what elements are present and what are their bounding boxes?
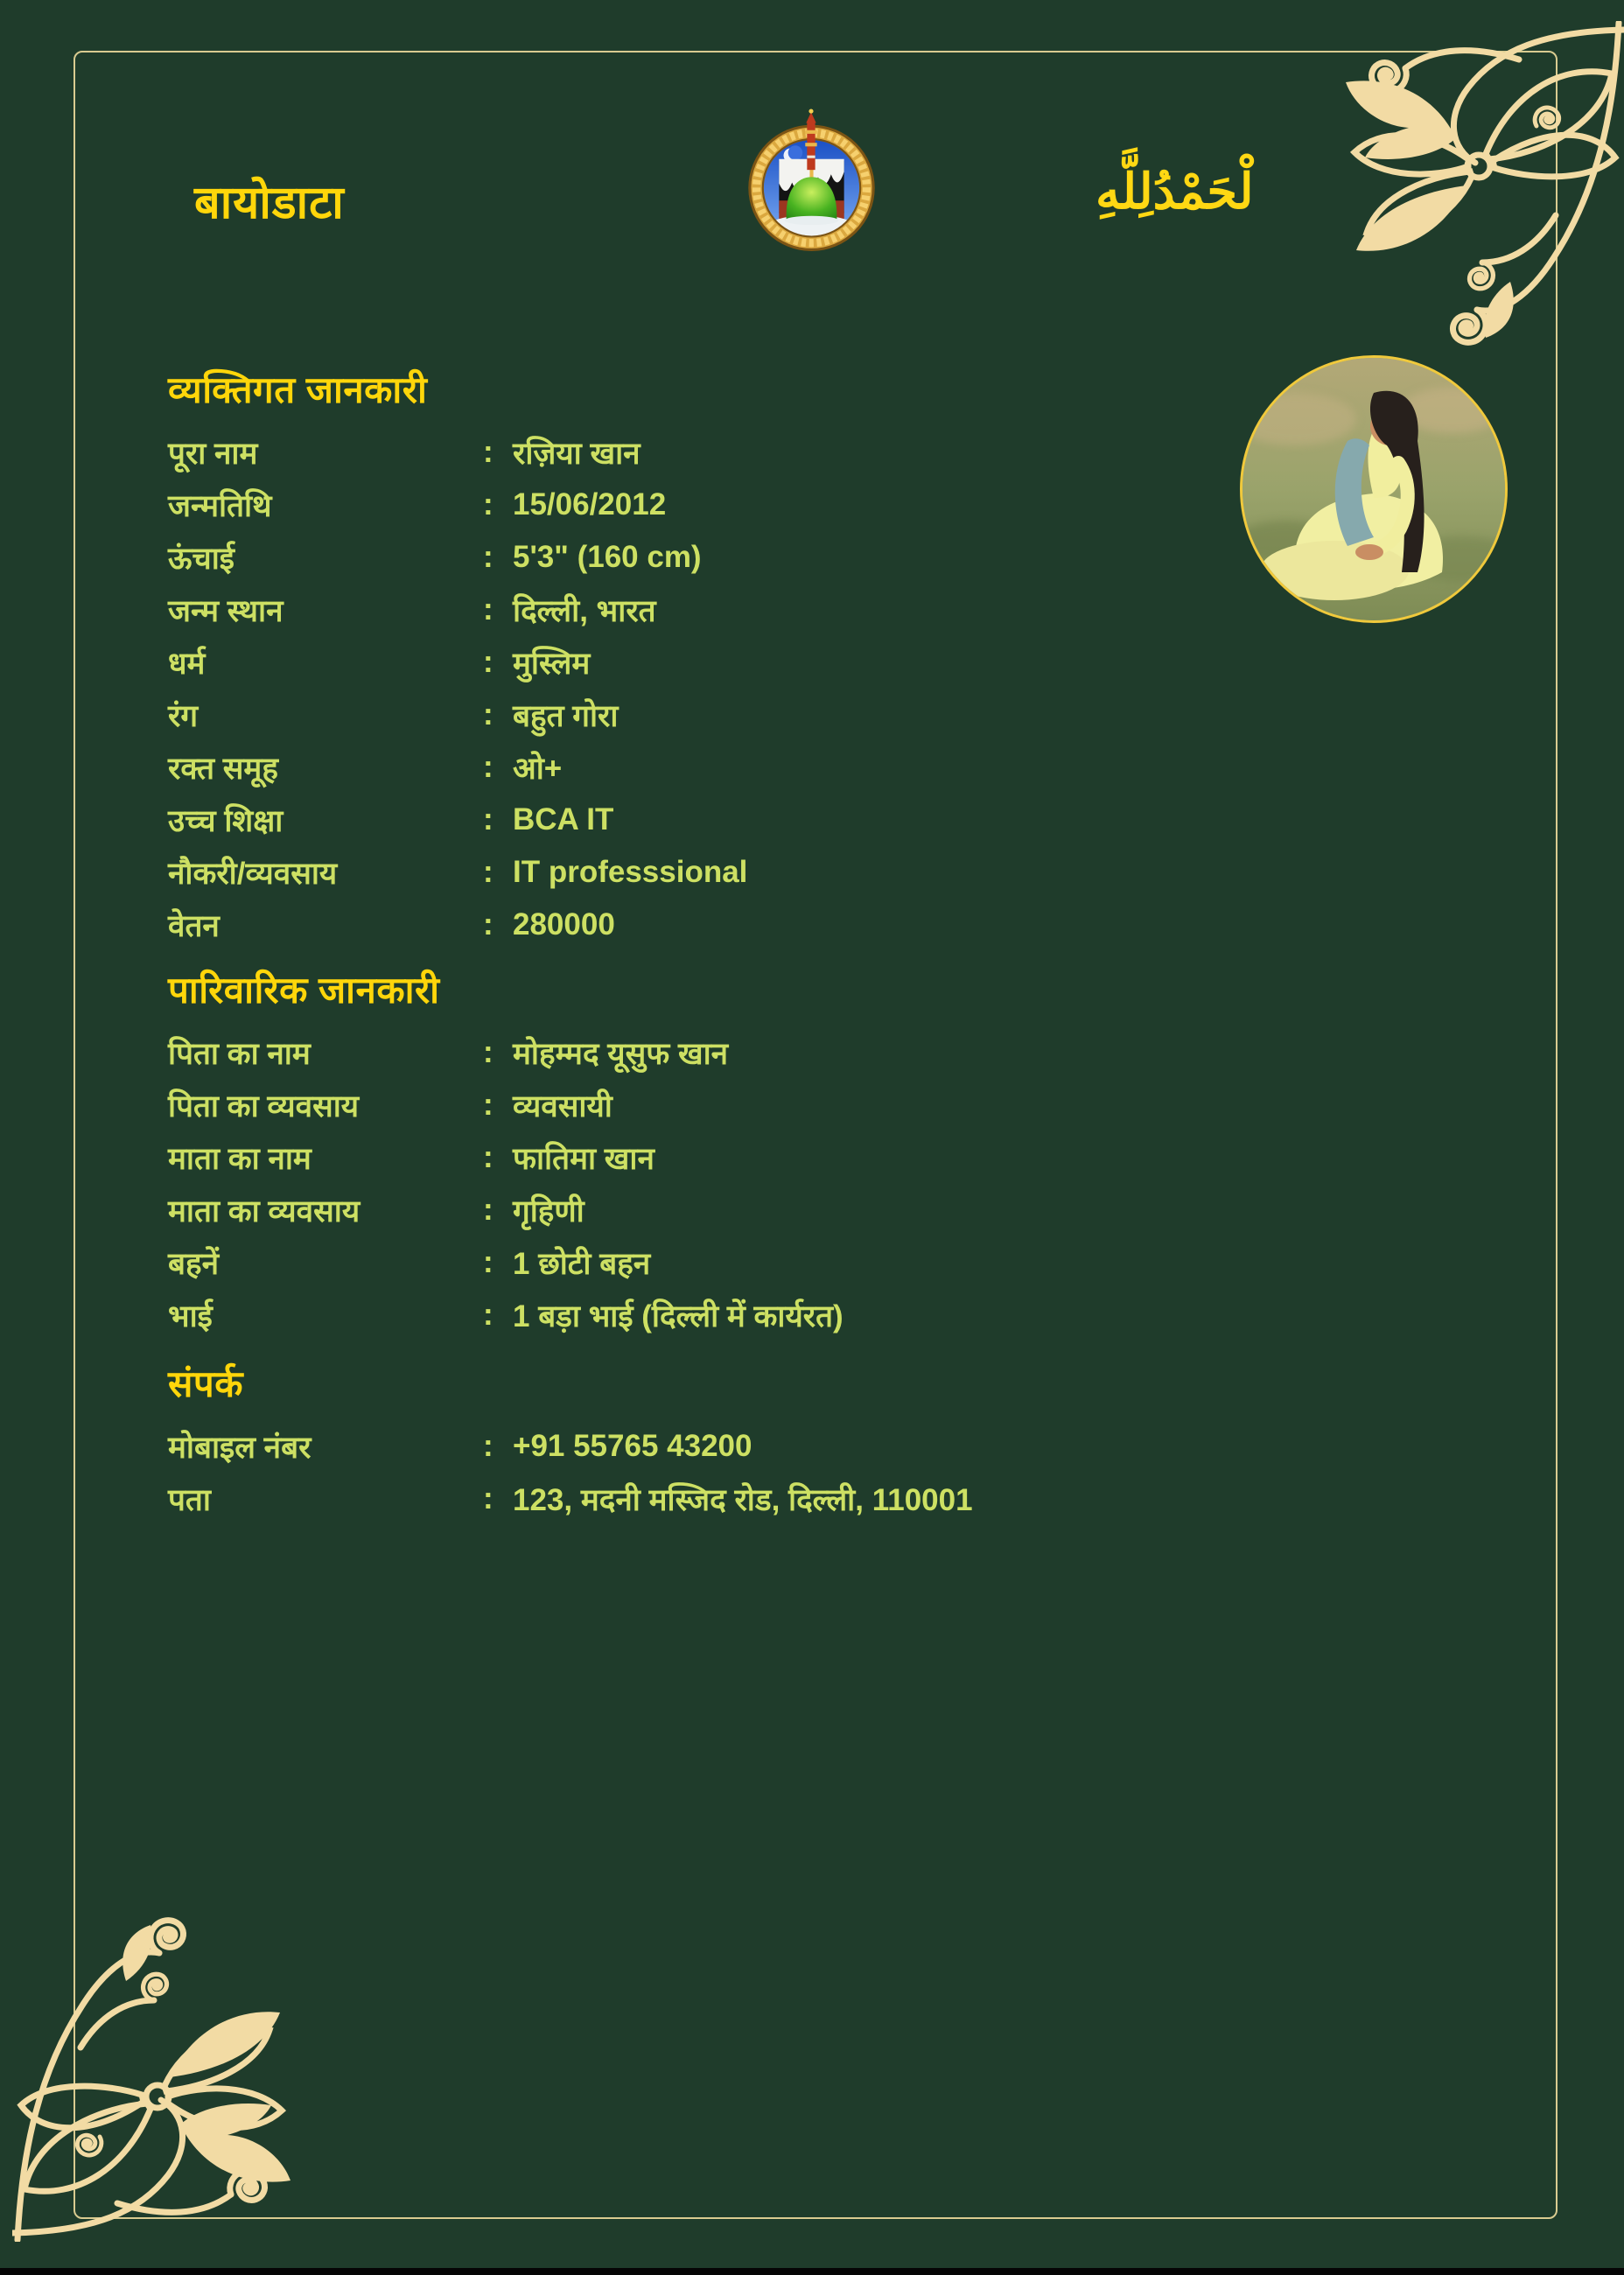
colon-separator: : (483, 1429, 494, 1463)
row-label: रक्त समूह (168, 751, 278, 786)
row-label: वेतन (168, 908, 220, 943)
colon-separator: : (483, 855, 494, 889)
row-label: पिता का व्यवसाय (168, 1088, 360, 1124)
section-heading-personal: व्यक्तिगत जानकारी (168, 369, 428, 410)
row-label: धर्म (168, 646, 206, 681)
colon-separator: : (483, 1481, 494, 1516)
row-date-of-birth (168, 479, 747, 531)
row-label: पूरा नाम (168, 436, 258, 471)
row-value: मोहम्मद यूसुफ खान (513, 1036, 729, 1071)
row-father-name (168, 1026, 844, 1079)
row-mobile-number (168, 1420, 973, 1473)
row-label: बहनें (168, 1246, 219, 1281)
row-label: पता (168, 1482, 211, 1517)
row-label: रंग (168, 698, 199, 733)
section-family-info (168, 964, 844, 1341)
profile-photo-illustration (1242, 358, 1505, 620)
colon-separator: : (483, 1245, 494, 1279)
colon-separator: : (483, 1088, 494, 1122)
colon-separator: : (483, 1298, 494, 1332)
row-brothers (168, 1289, 844, 1341)
colon-separator: : (483, 907, 494, 942)
row-value: 1 छोटी बहन (513, 1246, 651, 1281)
row-label: माता का व्यवसाय (168, 1194, 360, 1228)
row-religion (168, 636, 747, 689)
row-complexion (168, 689, 747, 741)
row-value: रज़िया खान (513, 436, 640, 471)
row-value: 1 बड़ा भाई (दिल्ली में कार्यरत) (513, 1298, 844, 1334)
row-address (168, 1473, 973, 1525)
arabic-calligraphy: لْحَمْدُلِلَّهِ (1096, 164, 1254, 219)
row-blood-group (168, 741, 747, 794)
mosque-emblem-icon (748, 108, 875, 251)
row-label: ऊंचाई (168, 541, 234, 576)
colon-separator: : (483, 1193, 494, 1227)
page-title: बायोडाटा (194, 178, 345, 228)
row-value: 280000 (513, 907, 615, 942)
row-value: 15/06/2012 (513, 487, 667, 522)
row-higher-education (168, 794, 747, 846)
row-label: माता का नाम (168, 1141, 312, 1176)
floral-corner-ornament-bottom-left-icon (12, 1909, 388, 2242)
row-value: 123, मदनी मस्जिद रोड, दिल्ली, 110001 (513, 1482, 973, 1517)
row-birth-place (168, 584, 747, 636)
row-label: जन्म स्थान (168, 593, 284, 628)
row-label: नौकरी/व्यवसाय (168, 856, 338, 891)
colon-separator: : (483, 540, 494, 574)
row-value: BCA IT (513, 802, 614, 836)
row-value: फातिमा खान (513, 1141, 654, 1176)
row-height (168, 531, 747, 584)
row-value: IT professsional (513, 855, 748, 889)
section-heading-family: पारिवारिक जानकारी (168, 970, 440, 1011)
colon-separator: : (483, 592, 494, 626)
floral-corner-ornament-top-right-icon (1248, 21, 1624, 354)
colon-separator: : (483, 750, 494, 784)
colon-separator: : (483, 802, 494, 836)
section-contact (168, 1358, 973, 1525)
row-value: +91 55765 43200 (513, 1429, 752, 1463)
row-value: मुस्लिम (513, 646, 591, 681)
row-mother-occupation (168, 1184, 844, 1236)
bottom-edge-strip (0, 2268, 1624, 2275)
colon-separator: : (483, 435, 494, 469)
section-heading-contact: संपर्क (168, 1363, 244, 1404)
row-value: 5'3" (160 cm) (513, 540, 702, 574)
row-father-occupation (168, 1079, 844, 1131)
row-mother-name (168, 1131, 844, 1184)
colon-separator: : (483, 645, 494, 679)
row-label: भाई (168, 1298, 213, 1334)
row-salary (168, 899, 747, 951)
row-label: मोबाइल नंबर (168, 1430, 312, 1465)
colon-separator: : (483, 1140, 494, 1174)
row-value: गृहिणी (513, 1194, 584, 1228)
row-occupation (168, 846, 747, 899)
row-label: उच्च शिक्षा (168, 803, 284, 838)
profile-photo (1240, 355, 1508, 623)
row-value: बहुत गोरा (513, 698, 619, 733)
row-value: व्यवसायी (513, 1088, 612, 1124)
colon-separator: : (483, 487, 494, 522)
colon-separator: : (483, 697, 494, 732)
row-label: जन्मतिथि (168, 488, 272, 523)
row-label: पिता का नाम (168, 1036, 311, 1071)
row-sisters (168, 1236, 844, 1289)
row-value: ओ+ (513, 751, 563, 786)
section-personal-info (168, 364, 747, 951)
row-value: दिल्ली, भारत (513, 593, 656, 628)
colon-separator: : (483, 1035, 494, 1069)
row-full-name (168, 426, 747, 479)
